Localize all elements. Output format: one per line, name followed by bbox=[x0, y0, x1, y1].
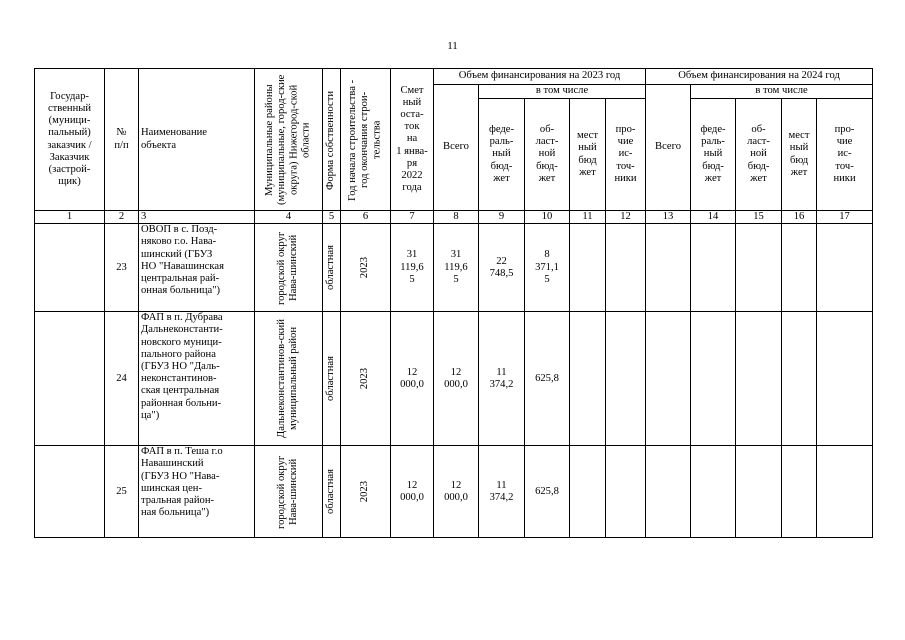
col-num: 13 bbox=[646, 211, 691, 224]
cell-empty bbox=[817, 224, 873, 312]
col-num: 6 bbox=[341, 211, 391, 224]
cell-ownership-text: областная bbox=[325, 356, 337, 402]
cell-ownership bbox=[323, 312, 341, 446]
cell-empty bbox=[570, 312, 606, 446]
cell-federal-2023: 22 748,5 bbox=[479, 224, 525, 312]
cell-regional-2023: 625,8 bbox=[525, 312, 570, 446]
col-num: 7 bbox=[391, 211, 434, 224]
cell-ownership bbox=[323, 446, 341, 538]
cell-empty bbox=[606, 446, 646, 538]
col-num: 5 bbox=[323, 211, 341, 224]
col-num: 2 bbox=[105, 211, 139, 224]
cell-federal-2023: 11 374,2 bbox=[479, 446, 525, 538]
cell-total-2023: 31 119,6 5 bbox=[434, 224, 479, 312]
cell-empty bbox=[646, 312, 691, 446]
cell-name: ОВОП в с. Позд- няково г.о. Нава- шинский (ГБУЗ НО "Навашинская центральная рай- онная больница") bbox=[139, 224, 255, 312]
header-ownership bbox=[323, 69, 341, 211]
cell-empty bbox=[646, 446, 691, 538]
header-fin-2023: Объем финансирования на 2023 год bbox=[434, 69, 646, 85]
cell-name: ФАП в п. Дубрава Дальнеконстанти- новского муници- пального района (ГБУЗ НО "Даль- неконстантинов- ская центральная районная больни- ца") bbox=[139, 312, 255, 446]
cell-year bbox=[341, 224, 391, 312]
cell-year-text: 2023 bbox=[359, 368, 371, 390]
header-other-2024: про- чие ис- точ- ники bbox=[817, 99, 873, 211]
header-years bbox=[341, 69, 391, 211]
cell-year-text: 2023 bbox=[359, 257, 371, 279]
cell-empty bbox=[691, 312, 736, 446]
cell-num: 24 bbox=[105, 312, 139, 446]
cell-year bbox=[341, 446, 391, 538]
cell-district bbox=[255, 312, 323, 446]
col-num: 11 bbox=[570, 211, 606, 224]
column-numbers-row bbox=[35, 211, 873, 224]
table-row bbox=[35, 224, 873, 312]
cell-district-text: городской округ Нава-шинский bbox=[276, 455, 300, 529]
header-ownership-text: Форма собственности bbox=[325, 89, 337, 190]
cell-empty bbox=[736, 446, 782, 538]
financing-table bbox=[34, 68, 873, 538]
cell-empty bbox=[570, 224, 606, 312]
table-row bbox=[35, 312, 873, 446]
cell-regional-2023: 625,8 bbox=[525, 446, 570, 538]
header-total-2023: Всего bbox=[434, 85, 479, 211]
header-fin-2024: Объем финансирования на 2024 год bbox=[646, 69, 873, 85]
page-number: 11 bbox=[447, 40, 458, 52]
cell-estimate: 12 000,0 bbox=[391, 312, 434, 446]
cell-estimate: 12 000,0 bbox=[391, 446, 434, 538]
col-num: 12 bbox=[606, 211, 646, 224]
header-local-2024: мест ный бюд жет bbox=[782, 99, 817, 211]
col-num: 16 bbox=[782, 211, 817, 224]
cell-ownership-text: областная bbox=[325, 469, 337, 515]
cell-estimate: 31 119,6 5 bbox=[391, 224, 434, 312]
cell-ownership bbox=[323, 224, 341, 312]
header-estimate: Смет ный оста- ток на 1 янва- ря 2022 года bbox=[391, 69, 434, 211]
header-years-text: Год начала строительства - год окончания строи-тельства bbox=[347, 78, 383, 201]
cell-empty bbox=[691, 224, 736, 312]
cell-district bbox=[255, 224, 323, 312]
cell-district bbox=[255, 446, 323, 538]
col-num: 3 bbox=[139, 211, 255, 224]
cell-empty bbox=[817, 312, 873, 446]
header-name: Наименование объекта bbox=[139, 69, 255, 211]
col-num: 4 bbox=[255, 211, 323, 224]
cell-empty bbox=[736, 312, 782, 446]
col-num: 17 bbox=[817, 211, 873, 224]
cell-year bbox=[341, 312, 391, 446]
cell-district-text: городской округ Нава-шинский bbox=[276, 231, 300, 305]
header-federal-2024: феде- раль- ный бюд- жет bbox=[691, 99, 736, 211]
col-num: 8 bbox=[434, 211, 479, 224]
cell-empty bbox=[691, 446, 736, 538]
cell-empty bbox=[646, 224, 691, 312]
cell-federal-2023: 11 374,2 bbox=[479, 312, 525, 446]
header-district-text: Муниципальные районы (муниципальные, город-ские округа) Нижегород-ской области bbox=[264, 74, 312, 205]
col-num: 10 bbox=[525, 211, 570, 224]
header-federal-2023: феде- раль- ный бюд- жет bbox=[479, 99, 525, 211]
cell-num: 23 bbox=[105, 224, 139, 312]
cell-year-text: 2023 bbox=[359, 481, 371, 503]
header-num: № п/п bbox=[105, 69, 139, 211]
cell-num: 25 bbox=[105, 446, 139, 538]
header-regional-2023: об- ласт- ной бюд- жет bbox=[525, 99, 570, 211]
cell-empty bbox=[570, 446, 606, 538]
cell-empty bbox=[606, 312, 646, 446]
cell-customer bbox=[35, 224, 105, 312]
col-num: 9 bbox=[479, 211, 525, 224]
header-incl-2023: в том числе bbox=[479, 85, 646, 99]
header-total-2024: Всего bbox=[646, 85, 691, 211]
cell-name: ФАП в п. Теша г.о Навашинский (ГБУЗ НО "Нава- шинская цен- тральная район- ная больница") bbox=[139, 446, 255, 538]
cell-empty bbox=[782, 224, 817, 312]
cell-ownership-text: областная bbox=[325, 245, 337, 291]
col-num: 1 bbox=[35, 211, 105, 224]
header-other-2023: про- чие ис- точ- ники bbox=[606, 99, 646, 211]
cell-empty bbox=[736, 224, 782, 312]
cell-empty bbox=[782, 446, 817, 538]
cell-empty bbox=[606, 224, 646, 312]
cell-empty bbox=[817, 446, 873, 538]
cell-district-text: Дальнеконстантинов-ский муниципальный район bbox=[276, 319, 300, 439]
cell-customer bbox=[35, 312, 105, 446]
cell-customer bbox=[35, 446, 105, 538]
header-customer: Государ- ственный (муници- пальный) заказчик / Заказчик (застрой- щик) bbox=[35, 69, 105, 211]
cell-empty bbox=[782, 312, 817, 446]
col-num: 15 bbox=[736, 211, 782, 224]
header-incl-2024: в том числе bbox=[691, 85, 873, 99]
header-local-2023: мест ный бюд жет bbox=[570, 99, 606, 211]
cell-regional-2023: 8 371,1 5 bbox=[525, 224, 570, 312]
header-district bbox=[255, 69, 323, 211]
header-regional-2024: об- ласт- ной бюд- жет bbox=[736, 99, 782, 211]
cell-total-2023: 12 000,0 bbox=[434, 446, 479, 538]
cell-total-2023: 12 000,0 bbox=[434, 312, 479, 446]
table-row bbox=[35, 446, 873, 538]
col-num: 14 bbox=[691, 211, 736, 224]
